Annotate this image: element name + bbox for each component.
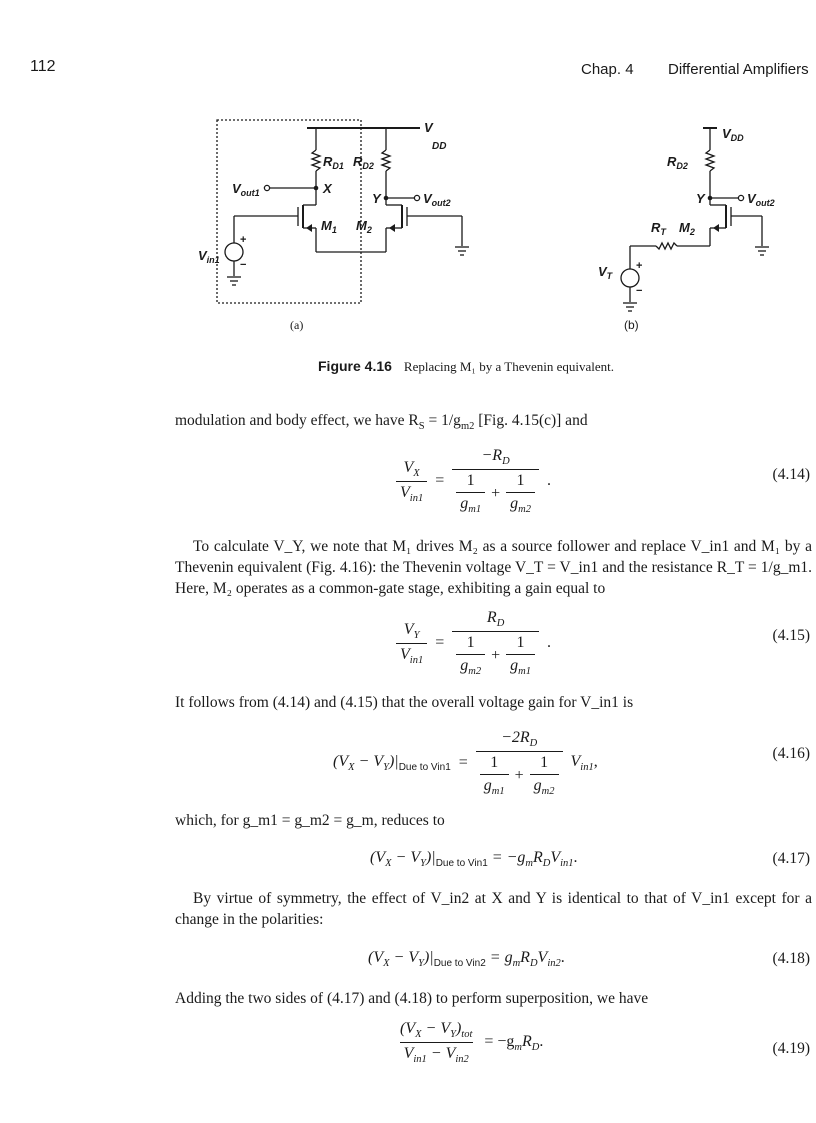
label-vin1-sub: in1 (206, 255, 220, 265)
p1-end: [Fig. 4.15(c)] and (474, 412, 588, 429)
paragraph-6: Adding the two sides of (4.17) and (4.18) to perform superposition, we have (175, 990, 649, 1007)
svg-text:RT (651, 220, 667, 237)
label-rt-sub: T (660, 227, 666, 237)
label-rd1: R (323, 154, 333, 169)
equation-4-14: $\frac{V_X}{V_{in1}}$ = $-R_D$ $\frac{1}{g_{m1}}$ + $\frac{1}{g_{m2}}$ . (396, 447, 551, 515)
label-minus-a: − (240, 259, 247, 271)
label-rd1-sub: D1 (332, 161, 344, 171)
label-y: Y (372, 191, 381, 206)
resistor-rd2-b (706, 150, 714, 171)
label-plus-b: + (636, 260, 643, 272)
vout2-terminal-b (738, 195, 743, 200)
label-vt: V (598, 264, 607, 279)
label-rt: R (651, 220, 661, 235)
label-m1-sub: 1 (331, 225, 337, 235)
eqnum-4-16: (4.16) (772, 745, 810, 762)
resistor-rd2 (382, 150, 390, 171)
paragraph-1 (175, 410, 812, 437)
eq419-lhs: $\frac{(V_X - V_Y)_{tot}}{V_{in1} - V_{in2}}$ (400, 1020, 473, 1065)
equation-4-17: $(V_X - V_Y)|_{Due to Vin1} = -g_mR_DV_{in1}$. (370, 849, 578, 869)
svg-text:M1 (321, 218, 337, 235)
svg-text:Vout2 (747, 191, 775, 208)
equation-4-15: $\frac{V_Y}{V_{in1}}$ = $R_D$ $\frac{1}{g_{m2}}$ + $\frac{1}{g_{m1}}$ . (396, 609, 551, 677)
label-vin1: V (198, 248, 207, 263)
node-y-dot-b (708, 196, 713, 201)
eq415-eq: = (435, 634, 445, 651)
equation-4-18: $(V_X - V_Y)|_{Due to Vin2} = g_mR_DV_{in2}$. (368, 949, 565, 969)
vout1-terminal (264, 185, 269, 190)
label-rd2-sub: D2 (362, 161, 374, 171)
label-x: X (323, 181, 332, 196)
label-vout1-sub: out1 (240, 188, 260, 198)
sublabel-a: (a) (290, 318, 304, 332)
resistor-rt (656, 243, 677, 249)
label-vt-sub: T (606, 271, 613, 281)
label-dd: DD (432, 141, 447, 152)
m1-arrow (306, 224, 312, 232)
label-minus-b: − (636, 285, 643, 297)
label-vout2-b-sub: out2 (755, 198, 775, 208)
svg-text:M2 (679, 220, 695, 237)
circuit-figure (0, 0, 816, 350)
svg-text:RD2 (353, 154, 374, 171)
label-m2-sub: 2 (366, 225, 372, 235)
svg-text:VDD (722, 126, 744, 143)
label-v: V (424, 120, 433, 135)
eq414-lhs: $\frac{V_X}{V_{in1}}$ (396, 459, 427, 504)
vout2-terminal (414, 195, 419, 200)
equation-4-19: $\frac{(V_X - V_Y)_{tot}}{V_{in1} - V_{in2}}$ = $-g_mR_D$. (396, 1020, 543, 1065)
m2-arrow (389, 224, 395, 232)
page-number: 112 (30, 58, 56, 75)
chapter-label: Chap. 4 (581, 61, 634, 78)
eqnum-4-19: (4.19) (772, 1040, 810, 1057)
svg-text:RD1 (323, 154, 344, 171)
p1-text: modulation and body effect, we have R (175, 412, 419, 429)
eq414-eq: = (435, 472, 445, 489)
paragraph-3: It follows from (4.14) and (4.15) that the overall voltage gain for V_in1 is (175, 694, 634, 711)
svg-text:Vout2 (423, 191, 451, 208)
caption-text: Replacing M₁ by a Thevenin equivalent. (403, 359, 614, 374)
svg-text:M2 (356, 218, 372, 235)
label-vout2-sub: out2 (431, 198, 451, 208)
label-vout2-b: V (747, 191, 756, 206)
p1-sub-m2: m2 (460, 421, 475, 432)
label-vout2: V (423, 191, 432, 206)
eq416-rhs: $-2R_D$ $\frac{1}{g_{m1}}$ + $\frac{1}{g_{m2}}$ (476, 729, 563, 797)
label-m1: M (321, 218, 332, 233)
svg-text:Vin1 (198, 248, 220, 265)
figure-caption (318, 358, 614, 375)
node-x-dot (314, 186, 319, 191)
sublabel-b: (b) (624, 318, 639, 332)
equation-4-16: $(V_X - V_Y)|_{Due to Vin1}$ = $-2R_D$ $\frac{1}{g_{m1}}$ + $\frac{1}{g_{m2}}$ $V_{in1}$, (333, 729, 598, 797)
label-vdd-b-sub: DD (730, 133, 744, 143)
label-m2-b: M (679, 220, 690, 235)
eqnum-4-14: (4.14) (772, 466, 810, 483)
running-title: Differential Amplifiers (668, 61, 809, 78)
svg-text:Vout1 (232, 181, 260, 198)
thevenin-dotted-box (217, 120, 361, 303)
eq415-lhs: $\frac{V_Y}{V_{in1}}$ (396, 621, 427, 666)
label-y-b: Y (696, 191, 705, 206)
label-m2-b-sub: 2 (689, 227, 695, 237)
svg-text:RD2 (667, 154, 688, 171)
eq415-rhs: $R_D$ $\frac{1}{g_{m2}}$ + $\frac{1}{g_{m1}}$ (452, 609, 539, 677)
resistor-rd1 (312, 150, 320, 171)
p1-sub-s: S (418, 421, 425, 432)
eqnum-4-18: (4.18) (772, 950, 810, 967)
eqnum-4-17: (4.17) (772, 850, 810, 867)
caption-label: Figure 4.16 (318, 358, 392, 374)
node-y-dot (384, 196, 389, 201)
paragraph-2: To calculate V_Y, we note that M₁ drives M₂ as a source follower and replace V_in1 and M₁ by a Thevenin equivalent (Fig. 4.16): the Thevenin voltage V_T = V_in1 and the resistance R_T = 1/g_m1. Here, M₂ operates as a common-gate stage, exhibiting a gain equal to (175, 538, 812, 597)
eq414-rhs: $-R_D$ $\frac{1}{g_{m1}}$ + $\frac{1}{g_{m2}}$ (452, 447, 539, 515)
label-vdd-b: V (722, 126, 731, 141)
label-m2: M (356, 218, 367, 233)
label-rd2: R (353, 154, 363, 169)
paragraph-5: By virtue of symmetry, the effect of V_in2 at X and Y is identical to that of V_in1 except for a change in the polarities: (175, 890, 812, 928)
m2-arrow-b (713, 224, 719, 232)
label-rd2-b-sub: D2 (676, 161, 688, 171)
paragraph-4: which, for g_m1 = g_m2 = g_m, reduces to (175, 812, 445, 829)
label-rd2-b: R (667, 154, 677, 169)
label-plus-a: + (240, 234, 247, 246)
svg-text:VT (598, 264, 614, 281)
p1-eq: = 1/g (424, 412, 461, 429)
eqnum-4-15: (4.15) (772, 627, 810, 644)
label-vout1: V (232, 181, 241, 196)
